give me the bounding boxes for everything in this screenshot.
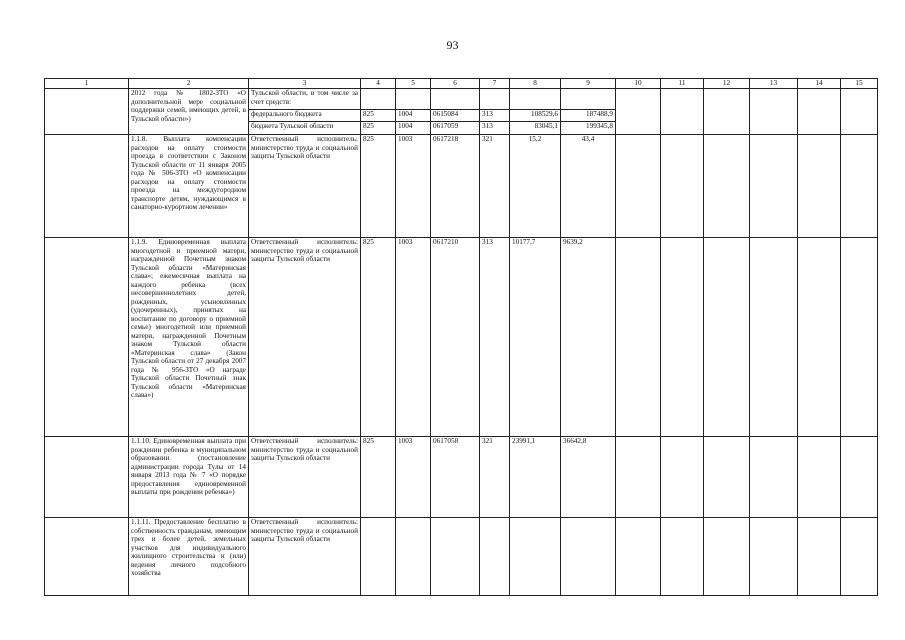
header-cell: 14 [798, 79, 841, 89]
measure-description: 1.1.8. Выплата компенсации расходов на оплату стоимости проезда в соответствии с Законом Тульской области от 11 января 2005 года № 506-ЗТО «О компенсации расходов на оплату стоимости проезда на междугородном транспорте детям, нуждающимся в санаторно-курортном лечении» [129, 135, 249, 238]
table-cell [750, 437, 798, 518]
table-cell: 321 [480, 135, 510, 238]
table-cell [661, 89, 704, 135]
table-cell: 0617059 [431, 122, 480, 135]
table-cell [616, 89, 661, 135]
table-cell: 825 [361, 135, 396, 238]
table-cell [841, 135, 878, 238]
table-row [45, 135, 878, 238]
table-row [45, 89, 878, 110]
table-cell [704, 135, 750, 238]
table-cell [510, 518, 561, 596]
table-cell: 83045,1 [510, 122, 561, 135]
header-cell: 9 [561, 79, 616, 89]
table-cell: 313 [480, 122, 510, 135]
table-cell [798, 518, 841, 596]
responsible-executor: Ответственный исполнитель: министерство труда и социальной защиты Тульской области [249, 238, 361, 437]
table-cell [750, 518, 798, 596]
table-cell [45, 437, 129, 518]
table-row [45, 437, 878, 518]
table-cell [616, 135, 661, 238]
table-cell [841, 518, 878, 596]
funding-source: федерального бюджета [249, 109, 361, 122]
table-cell [510, 89, 561, 110]
table-cell: 36642,8 [561, 437, 616, 518]
table-cell [704, 238, 750, 437]
header-cell: 2 [129, 79, 249, 89]
table-cell: 199345,8 [561, 122, 616, 135]
measure-description: 2012 года № 1802-ЗТО «О дополнительной мере социальной поддержки семей, имеющих детей, в Тульской области») [129, 89, 249, 135]
table-cell [798, 238, 841, 437]
table-cell: 1004 [396, 109, 431, 122]
table-cell [661, 437, 704, 518]
header-cell: 13 [750, 79, 798, 89]
table-cell [704, 89, 750, 135]
table-row [45, 238, 878, 437]
table-row [45, 518, 878, 596]
measure-description: 1.1.10. Единовременная выплата при рождении ребенка в муниципальном образовании (постановление администрации города Тулы от 14 января 2013 года № 7 «О порядке предоставления единовременной выплаты при рождении ребенка») [129, 437, 249, 518]
table-cell: 1004 [396, 122, 431, 135]
table-cell: 9639,2 [561, 238, 616, 437]
table-cell: 15,2 [510, 135, 561, 238]
table-cell [704, 437, 750, 518]
table-cell: 1003 [396, 437, 431, 518]
header-cell: 5 [396, 79, 431, 89]
table-cell [661, 238, 704, 437]
header-cell: 12 [704, 79, 750, 89]
table-cell [45, 135, 129, 238]
header-cell: 7 [480, 79, 510, 89]
table-cell: 187488,9 [561, 109, 616, 122]
table-cell [561, 518, 616, 596]
table-cell: 23991,1 [510, 437, 561, 518]
table-cell [798, 437, 841, 518]
table-cell [396, 518, 431, 596]
table-cell: 0617210 [431, 238, 480, 437]
table-cell [45, 89, 129, 135]
source-intro: Тульской области, в том числе за счет средств: [249, 89, 361, 110]
table-cell: 43,4 [561, 135, 616, 238]
table-cell: 10177,7 [510, 238, 561, 437]
funding-source: бюджета Тульской области [249, 122, 361, 135]
table-cell: 1003 [396, 238, 431, 437]
table-cell [616, 518, 661, 596]
table-cell: 1003 [396, 135, 431, 238]
table-cell [798, 89, 841, 135]
table-cell: 825 [361, 109, 396, 122]
table-cell [750, 238, 798, 437]
table-cell: 108529,6 [510, 109, 561, 122]
header-cell: 15 [841, 79, 878, 89]
table-cell [616, 437, 661, 518]
header-cell: 6 [431, 79, 480, 89]
header-cell: 4 [361, 79, 396, 89]
table-cell [750, 135, 798, 238]
table-cell [561, 89, 616, 110]
table-cell: 0617058 [431, 437, 480, 518]
table-cell [798, 135, 841, 238]
table-cell [661, 518, 704, 596]
responsible-executor: Ответственный исполнитель: министерство труда и социальной защиты Тульской области [249, 135, 361, 238]
table-cell: 313 [480, 109, 510, 122]
table-cell [431, 89, 480, 110]
table-cell [45, 518, 129, 596]
budget-table [44, 78, 878, 596]
table-cell: 321 [480, 437, 510, 518]
table-cell [616, 238, 661, 437]
responsible-executor: Ответственный исполнитель: министерство труда и социальной защиты Тульской области [249, 437, 361, 518]
header-cell: 8 [510, 79, 561, 89]
table-cell [841, 238, 878, 437]
header-cell: 3 [249, 79, 361, 89]
table-cell: 313 [480, 238, 510, 437]
table-cell [396, 89, 431, 110]
header-cell: 10 [616, 79, 661, 89]
table-cell [45, 238, 129, 437]
header-cell: 1 [45, 79, 129, 89]
table-cell [841, 437, 878, 518]
table-cell: 825 [361, 437, 396, 518]
page-number: 93 [446, 38, 459, 52]
table-cell [431, 518, 480, 596]
table-cell: 825 [361, 238, 396, 437]
table-cell [841, 89, 878, 135]
measure-description: 1.1.11. Предоставление бесплатно в собственность гражданам, имеющим трех и более детей, земельных участков для индивидуального жилищного строительства и (или) ведения личного подсобного хозяйства [129, 518, 249, 596]
measure-description: 1.1.9. Единовременная выплата многодетной и приемной матери, награжденной Почетным знаком Тульской области «Материнская слава»; ежемесячная выплата на каждого ребенка (всех несовершеннолетних детей, рожденных, усыновленных (удочеренных), принятых на воспитание по договору о приемной семье) многодетной или приемной матери, награжденной Почетным знаком Тульской области «Материнская слава» (Закон Тульской области от 27 декабря 2007 года № 956-ЗТО «О награде Тульской области Почетный знак Тульской области «Материнская слава») [129, 238, 249, 437]
table-cell [361, 518, 396, 596]
table-cell [704, 518, 750, 596]
table-cell [661, 135, 704, 238]
header-cell: 11 [661, 79, 704, 89]
table-cell [480, 89, 510, 110]
table-cell: 0615084 [431, 109, 480, 122]
responsible-executor: Ответственный исполнитель: министерство труда и социальной защиты Тульской области [249, 518, 361, 596]
table-cell: 825 [361, 122, 396, 135]
table-cell [361, 89, 396, 110]
table-cell: 0617218 [431, 135, 480, 238]
table-cell [750, 89, 798, 135]
table-cell [480, 518, 510, 596]
table-header-row [45, 79, 878, 89]
